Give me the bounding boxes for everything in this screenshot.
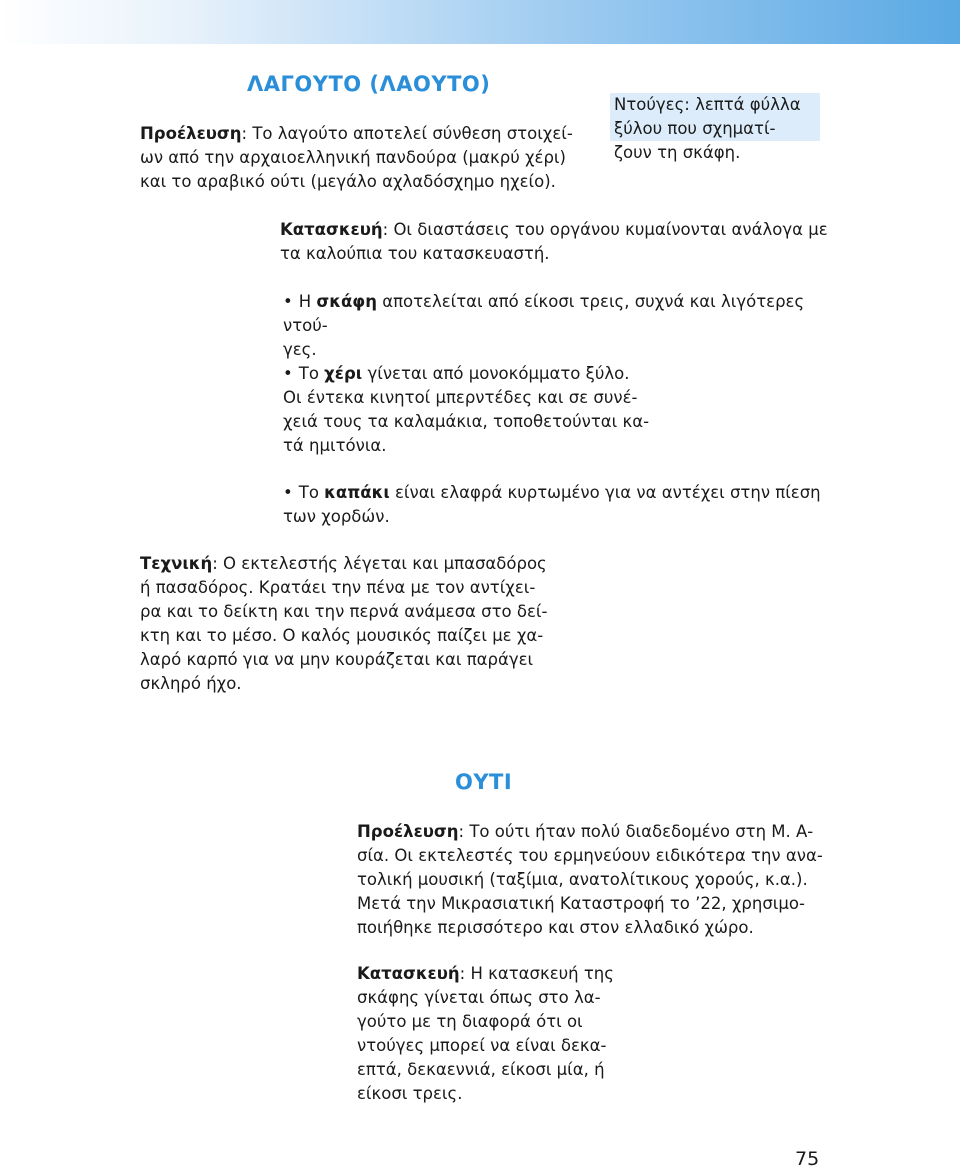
section-title-lagouto: ΛΑΓΟΥΤΟ (ΛΑΟΥΤΟ) xyxy=(247,72,491,96)
lagouto-technique-paragraph: Τεχνική: Ο εκτελεστής λέγεται και μπασαδόρος ή πασαδόρος. Κρατάει την πένα με τον αντίχει- ρα και το δείκτη και την περνά ανάμεσα στο δεί- κτη και το μέσο. Ο καλός μουσικός παίζει με χα- λαρό καρπό για να μην κουράζεται και παράγει σκληρό ήχο. xyxy=(140,554,548,693)
lagouto-origin-line-3: και το αραβικό ούτι (μεγάλο αχλαδόσχημο ηχείο). xyxy=(140,172,556,191)
outi-origin-label: Προέλευση xyxy=(357,822,459,841)
note-line-1: Ντούγες: λεπτά φύλλα xyxy=(610,93,820,117)
lagouto-construction-paragraph: Κατασκευή: Οι διαστάσεις του οργάνου κυμαίνονται ανάλογα με τα καλούπια του κατασκευαστή. xyxy=(280,220,828,263)
note-line-2: ξύλου που σχηματί- xyxy=(610,117,820,141)
lagouto-origin-line-2: ων από την αρχαιοελληνική πανδούρα (μακρύ χέρι) xyxy=(140,148,566,167)
lagouto-technique-label: Τεχνική xyxy=(140,554,213,573)
bullet-cheri: • Το χέρι γίνεται από μονοκόμματο ξύλο. Οι έντεκα κινητοί μπερντέδες και σε συνέ- χειά τους τα καλαμάκια, τοποθετούνται κα- τά ημιτόνια. xyxy=(283,362,663,458)
lagouto-origin-label: Προέλευση xyxy=(140,124,242,143)
lagouto-origin-line-1: Προέλευση: Το λαγούτο αποτελεί σύνθεση στοιχεί- xyxy=(140,124,573,143)
outi-construction-paragraph: Κατασκευή: Η κατασκευή της σκάφης γίνεται όπως στο λα- γούτο με τη διαφορά ότι οι ντούγες μπορεί να είναι δεκα- επτά, δεκαεννιά, είκοσι μία, ή είκοσι τρεις. xyxy=(357,964,614,1103)
lagouto-construction-label: Κατασκευή xyxy=(280,220,383,239)
bullet-skafi: • Η σκάφη αποτελείται από είκοσι τρεις, συχνά και λιγότερες ντού- γες. xyxy=(283,290,838,362)
outi-origin-paragraph: Προέλευση: Το ούτι ήταν πολύ διαδεδομένο στη Μ. Α- σία. Οι εκτελεστές του ερμηνεύουν ειδικότερα την ανα- τολική μουσική (ταξίμια, ανατολίτικους χορούς, κ.α.). Μετά την Μικρασιατική Καταστροφή το ’22, χρησιμο- ποιήθηκε περισσότερο και στον ελλαδικό χώρο. xyxy=(357,822,823,937)
ntouges-side-note xyxy=(614,93,844,165)
note-label: Ντούγες xyxy=(614,95,685,114)
bullet-kapaki: • Το καπάκι είναι ελαφρά κυρτωμένο για να αντέχει στην πίεση των χορδών. xyxy=(283,481,843,529)
lagouto-origin-paragraph xyxy=(140,122,580,194)
note-line-3: ζουν τη σκάφη. xyxy=(614,143,741,162)
outi-construction-label: Κατασκευή xyxy=(357,964,460,983)
page-number: 75 xyxy=(795,1148,820,1170)
section-title-outi: ΟΥΤΙ xyxy=(455,770,513,794)
top-gradient-band xyxy=(0,0,960,44)
